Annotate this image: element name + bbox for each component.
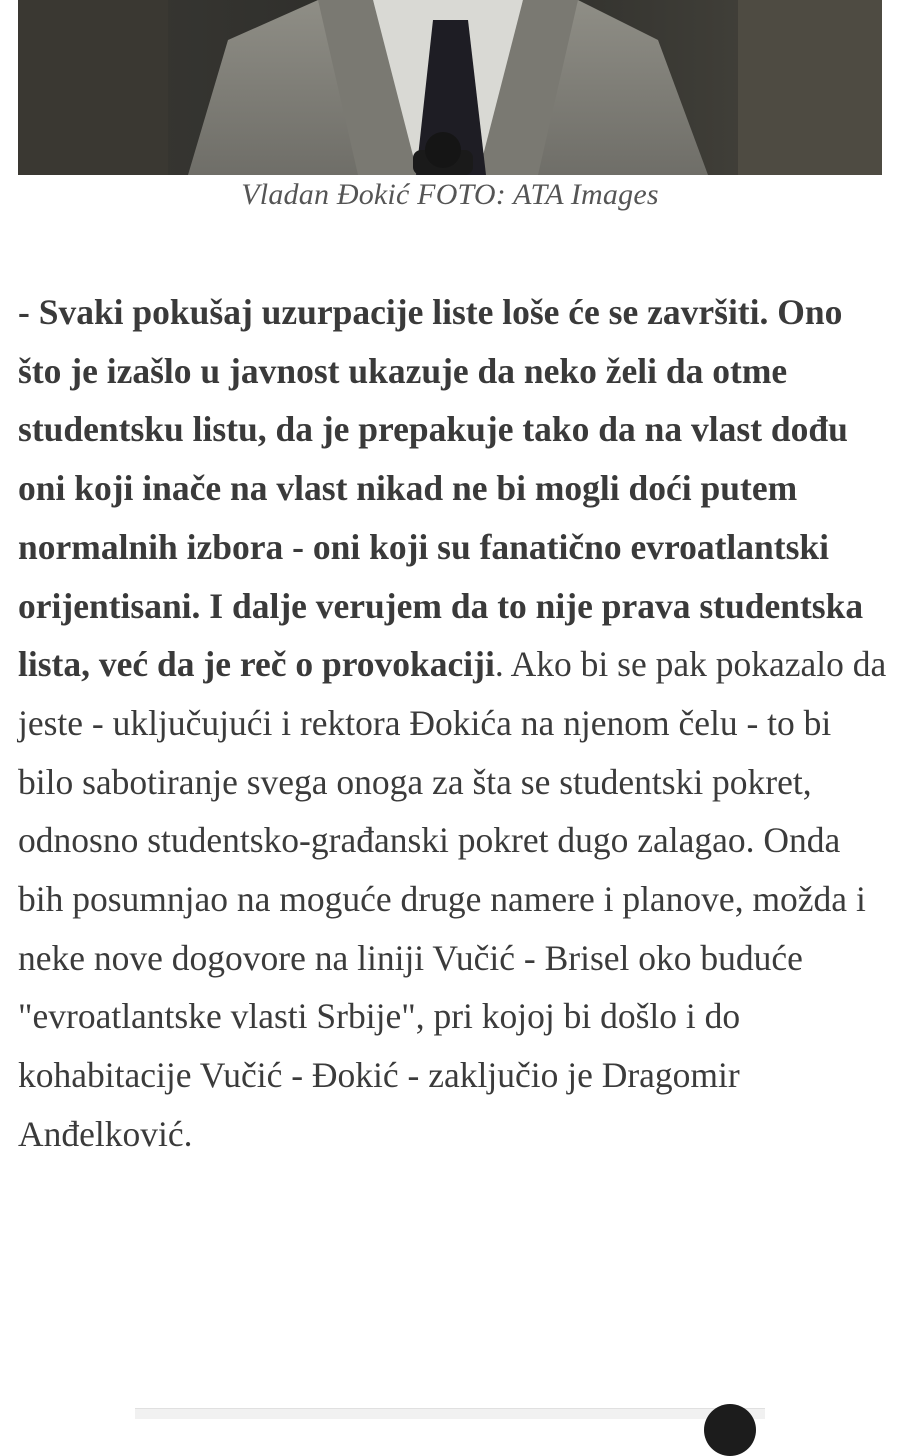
article-photo	[18, 0, 882, 175]
photo-caption: Vladan Đokić FOTO: ATA Images	[241, 178, 659, 211]
article-continuation: . Ako bi se pak pokazalo da jeste - uključujući i rektora Đokića na njenom čelu - to bi bilo sabotiranje svega onoga za šta se studentski pokret, odnosno studentsko-građanski pokret dugo zalagao. Onda bih posumnjao na moguće druge namere i planove, možda i neke nove dogovore na liniji Vučić - Brisel oko buduće "evroatlantske vlasti Srbije", pri kojoj bi došlo i do kohabitacije Vučić - Đokić - zaključio je Dragomir Anđelković.	[18, 644, 887, 1154]
bottom-ad-bar	[135, 1408, 765, 1419]
floating-button[interactable]	[704, 1404, 756, 1456]
article-body	[18, 283, 888, 1164]
quote-bold-text: - Svaki pokušaj uzurpacije liste loše će se završiti. Ono što je izašlo u javnost ukazuje da neko želi da otme studentsku listu, da je prepakuje tako da na vlast dođu oni koji inače na vlast nikad ne bi mogli doći putem normalnih izbora - oni koji su fanatično evroatlantski orijentisani. I dalje verujem da to nije prava studentska lista, već da je reč o provokaciji	[18, 292, 864, 685]
